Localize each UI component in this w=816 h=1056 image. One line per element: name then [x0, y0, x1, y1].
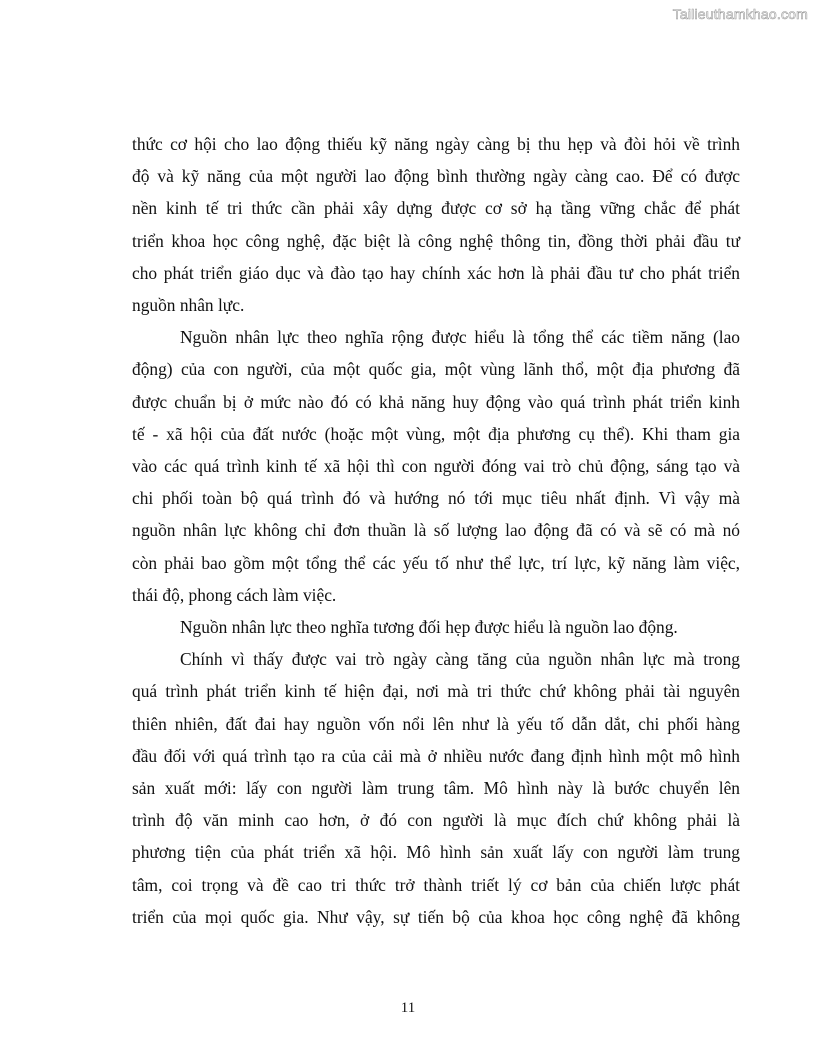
text-line: vào các quá trình kinh tế xã hội thì con người đóng vai trò chủ động, sáng tạo và [132, 456, 740, 477]
text-line: tế - xã hội của đất nước (hoặc một vùng, một địa phương cụ thể). Khi tham gia [132, 423, 740, 444]
text-line: còn phải bao gồm một tổng thể các yếu tố như thể lực, trí lực, kỹ năng làm việc, [132, 552, 740, 573]
paragraph-2 [132, 321, 740, 611]
text-line: thiên nhiên, đất đai hay nguồn vốn nổi lên như là yếu tố dẫn dắt, chi phối hàng [132, 713, 740, 734]
text-line: động) của con người, của một quốc gia, một vùng lãnh thổ, một địa phương đã [132, 359, 740, 380]
paragraph-4 [132, 643, 740, 933]
text-line: nền kinh tế tri thức cần phải xây dựng được cơ sở hạ tầng vững chắc để phát [132, 198, 740, 219]
text-line: đầu đối với quá trình tạo ra của cải mà ở nhiều nước đang định hình một mô hình [132, 745, 740, 766]
text-line: độ và kỹ năng của một người lao động bình thường ngày càng cao. Để có được [132, 166, 740, 187]
text-line: Chính vì thấy được vai trò ngày càng tăng của nguồn nhân lực mà trong [180, 649, 740, 670]
text-line: sản xuất mới: lấy con người làm trung tâm. Mô hình này là bước chuyển lên [132, 778, 740, 799]
text-line: tâm, coi trọng và đề cao tri thức trở thành triết lý cơ bản của chiến lược phát [132, 874, 740, 895]
text-line: nguồn nhân lực. [132, 295, 245, 316]
text-line: Nguồn nhân lực theo nghĩa rộng được hiểu là tổng thể các tiềm năng (lao [180, 327, 740, 348]
page-number: 11 [400, 1000, 416, 1016]
text-line: chi phối toàn bộ quá trình đó và hướng nó tới mục tiêu nhất định. Vì vậy mà [132, 488, 740, 509]
text-line: cho phát triển giáo dục và đào tạo hay chính xác hơn là phải đầu tư cho phát triển [132, 262, 740, 283]
paragraph-3 [132, 611, 740, 643]
text-line: triển của mọi quốc gia. Như vậy, sự tiến bộ của khoa học công nghệ đã không [132, 906, 740, 927]
paragraph-1 [132, 128, 740, 321]
text-line: phương tiện của phát triển xã hội. Mô hình sản xuất lấy con người làm trung [132, 842, 740, 863]
text-line: Nguồn nhân lực theo nghĩa tương đối hẹp được hiểu là nguồn lao động. [180, 617, 678, 638]
text-line: triển khoa học công nghệ, đặc biệt là công nghệ thông tin, đồng thời phải đầu tư [132, 230, 740, 251]
text-line: quá trình phát triển kinh tế hiện đại, nơi mà tri thức chứ không phải tài nguyên [132, 681, 740, 702]
watermark-text: Tailieuthamkhao.com [672, 6, 808, 22]
text-line: thức cơ hội cho lao động thiếu kỹ năng ngày càng bị thu hẹp và đòi hỏi về trình [132, 134, 740, 154]
text-line: trình độ văn minh cao hơn, ở đó con người là mục đích chứ không phải là [132, 810, 740, 831]
text-line: được chuẩn bị ở mức nào đó có khả năng huy động vào quá trình phát triển kinh [132, 391, 740, 412]
text-line: thái độ, phong cách làm việc. [132, 584, 337, 605]
document-body [132, 128, 740, 933]
text-line: nguồn nhân lực không chỉ đơn thuần là số lượng lao động đã có và sẽ có mà nó [132, 520, 740, 541]
